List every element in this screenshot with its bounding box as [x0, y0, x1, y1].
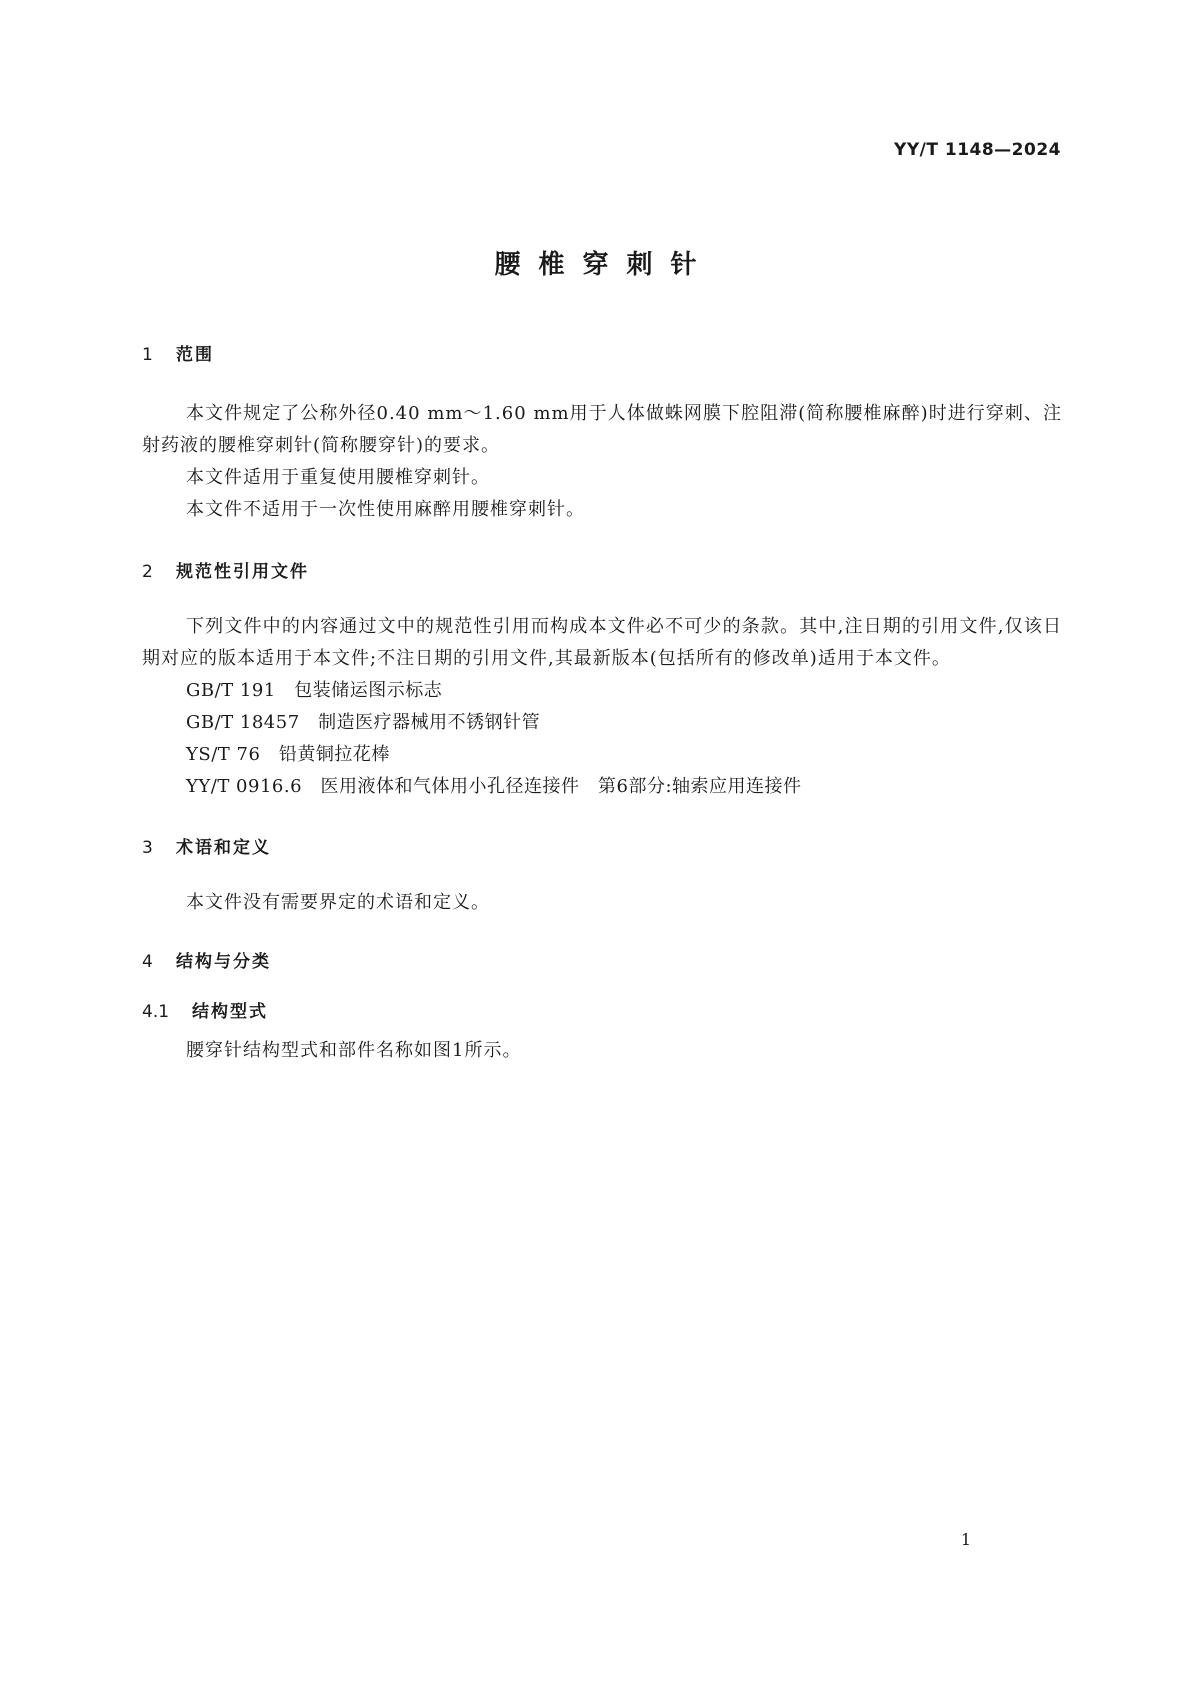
- section-title: 规范性引用文件: [176, 562, 309, 582]
- section-2-heading: [142, 557, 1062, 581]
- standard-code: YY/T 1148—2024: [894, 140, 1061, 160]
- subsection-number: 4.1: [142, 1002, 170, 1022]
- section-number: 4: [142, 952, 153, 972]
- section-number: 3: [142, 838, 153, 858]
- subsection-title: 结构型式: [192, 1002, 268, 1022]
- section-title: 范围: [176, 345, 214, 365]
- reference-item: GB/T 18457 制造医疗器械用不锈钢针管: [186, 712, 541, 733]
- scope-paragraph: 本文件规定了公称外径0.40 mm～1.60 mm用于人体做蛛网膜下腔阻滞(简称腰椎麻醉)时进行穿刺、注射药液的腰椎穿刺针(简称腰穿针)的要求。: [142, 403, 1062, 456]
- section-title: 术语和定义: [176, 838, 271, 858]
- reference-item: GB/T 191 包装储运图示标志: [186, 680, 443, 701]
- reference-item: YS/T 76 铅黄铜拉花棒: [186, 744, 390, 765]
- reference-item: YY/T 0916.6 医用液体和气体用小孔径连接件 第6部分:轴索应用连接件: [186, 776, 802, 797]
- terms-paragraph: 本文件没有需要界定的术语和定义。: [186, 892, 490, 913]
- section-4-heading: [142, 947, 1062, 971]
- document-body: [142, 340, 1062, 1067]
- scope-paragraph: 本文件不适用于一次性使用麻醉用腰椎穿刺针。: [186, 499, 585, 520]
- structure-paragraph: 腰穿针结构型式和部件名称如图1所示。: [186, 1040, 522, 1061]
- section-4-1-heading: [142, 997, 1062, 1021]
- page-number: 1: [960, 1530, 971, 1549]
- section-number: 1: [142, 345, 153, 365]
- section-3-heading: [142, 833, 1062, 857]
- section-number: 2: [142, 562, 153, 582]
- section-title: 结构与分类: [176, 952, 271, 972]
- section-1-heading: [142, 340, 1062, 364]
- scope-paragraph: 本文件适用于重复使用腰椎穿刺针。: [186, 467, 490, 488]
- references-intro: 下列文件中的内容通过文中的规范性引用而构成本文件必不可少的条款。其中,注日期的引用文件,仅该日期对应的版本适用于本文件;不注日期的引用文件,其最新版本(包括所有的修改单)适用于本文件。: [142, 616, 1062, 669]
- document-title: 腰椎穿刺针: [494, 250, 715, 280]
